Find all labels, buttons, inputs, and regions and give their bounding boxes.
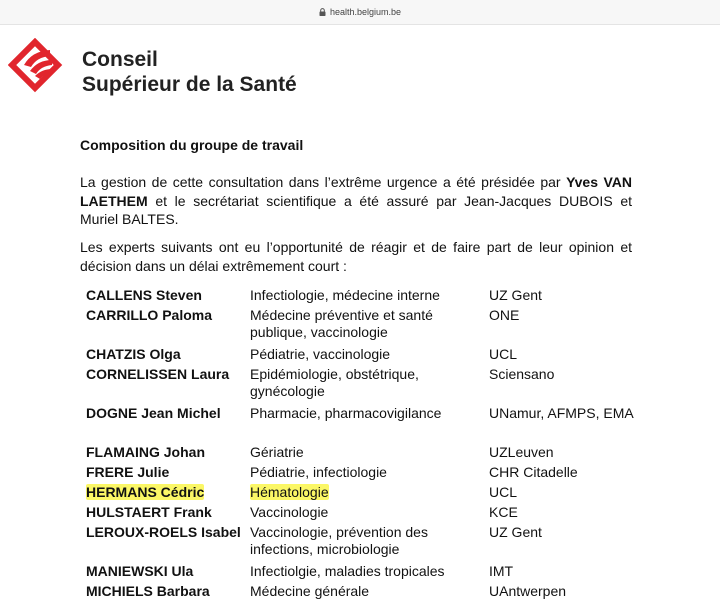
expert-institution-cell bbox=[489, 444, 686, 464]
expert-specialty-cell bbox=[250, 504, 489, 524]
expert-specialty-cell bbox=[250, 346, 489, 366]
expert-specialty: Médecine préventive et santé publique, vaccinologie bbox=[250, 307, 433, 340]
expert-name: LEROUX-ROELS Isabel bbox=[86, 524, 241, 540]
expert-institution: UZ Gent bbox=[489, 287, 542, 303]
intro-text-part1: La gestion de cette consultation dans l’extrême urgence a été présidée par bbox=[80, 174, 567, 190]
experts-table bbox=[86, 287, 686, 603]
expert-name: CORNELISSEN Laura bbox=[86, 366, 230, 382]
expert-institution-cell bbox=[489, 366, 686, 405]
expert-specialty-cell bbox=[250, 307, 489, 346]
expert-specialty: Epidémiologie, obstétrique, gynécologie bbox=[250, 366, 419, 399]
expert-specialty: Pédiatrie, infectiologie bbox=[250, 464, 387, 480]
section-title: Composition du groupe de travail bbox=[80, 137, 304, 153]
expert-specialty: Vaccinologie bbox=[250, 504, 329, 520]
expert-institution-cell bbox=[489, 346, 686, 366]
expert-institution-cell bbox=[489, 307, 686, 346]
expert-name-cell bbox=[86, 287, 250, 307]
expert-institution: UZLeuven bbox=[489, 444, 554, 460]
expert-specialty-cell bbox=[250, 563, 489, 583]
lock-icon bbox=[319, 8, 326, 16]
expert-institution-cell bbox=[489, 405, 686, 444]
org-name-line1: Conseil bbox=[82, 48, 158, 71]
expert-name-cell bbox=[86, 563, 250, 583]
expert-name: CALLENS Steven bbox=[86, 287, 202, 303]
expert-institution: UAntwerpen bbox=[489, 583, 567, 599]
experts-intro-paragraph: Les experts suivants ont eu l’opportunité de réagir et de faire part de leur opinion et décision dans un délai extrêmement court : bbox=[80, 239, 632, 274]
org-name bbox=[82, 47, 297, 97]
expert-institution-cell bbox=[489, 484, 686, 504]
expert-institution-cell bbox=[489, 563, 686, 583]
expert-name: FRERE Julie bbox=[86, 464, 170, 480]
expert-name: FLAMAING Johan bbox=[86, 444, 205, 460]
expert-specialty: Infectiologie, médecine interne bbox=[250, 287, 440, 303]
expert-name: HULSTAERT Frank bbox=[86, 504, 212, 520]
table-row bbox=[86, 444, 686, 464]
expert-institution: UCL bbox=[489, 346, 518, 362]
expert-specialty-cell bbox=[250, 524, 489, 563]
expert-institution: ONE bbox=[489, 307, 520, 323]
expert-institution-cell bbox=[489, 524, 686, 563]
expert-name-cell bbox=[86, 524, 250, 563]
expert-specialty-cell bbox=[250, 464, 489, 484]
expert-name-cell bbox=[86, 346, 250, 366]
expert-name: HERMANS Cédric bbox=[86, 484, 205, 500]
expert-institution: UNamur, AFMPS, EMA bbox=[489, 405, 634, 421]
table-row bbox=[86, 583, 686, 603]
expert-institution-cell bbox=[489, 583, 686, 603]
table-row bbox=[86, 563, 686, 583]
expert-specialty-cell bbox=[250, 484, 489, 504]
table-row bbox=[86, 405, 686, 444]
expert-institution: UZ Gent bbox=[489, 524, 542, 540]
expert-specialty: Infectiolgie, maladies tropicales bbox=[250, 563, 445, 579]
expert-institution: UCL bbox=[489, 484, 518, 500]
expert-specialty: Pédiatrie, vaccinologie bbox=[250, 346, 391, 362]
browser-url-bar[interactable] bbox=[0, 0, 720, 25]
expert-institution-cell bbox=[489, 287, 686, 307]
expert-specialty-cell bbox=[250, 287, 489, 307]
intro-paragraph bbox=[80, 173, 632, 229]
table-row bbox=[86, 464, 686, 484]
expert-specialty: Pharmacie, pharmacovigilance bbox=[250, 405, 442, 421]
expert-specialty-cell bbox=[250, 405, 489, 444]
css-logo bbox=[8, 38, 64, 94]
expert-specialty: Vaccinologie, prévention des infections, microbiologie bbox=[250, 524, 428, 557]
chair-name: Yves VAN LAETHEM bbox=[80, 174, 632, 209]
expert-name: CARRILLO Paloma bbox=[86, 307, 213, 323]
expert-name-cell bbox=[86, 583, 250, 603]
expert-institution: KCE bbox=[489, 504, 518, 520]
expert-specialty-cell bbox=[250, 583, 489, 603]
table-row bbox=[86, 524, 686, 563]
expert-name: MICHIELS Barbara bbox=[86, 583, 210, 599]
url-text: health.belgium.be bbox=[329, 7, 402, 17]
table-row bbox=[86, 307, 686, 346]
expert-name-cell bbox=[86, 464, 250, 484]
expert-institution-cell bbox=[489, 504, 686, 524]
expert-institution: CHR Citadelle bbox=[489, 464, 578, 480]
expert-name: MANIEWSKI Ula bbox=[86, 563, 194, 579]
expert-institution: Sciensano bbox=[489, 366, 555, 382]
expert-name-cell bbox=[86, 366, 250, 405]
expert-specialty: Médecine générale bbox=[250, 583, 370, 599]
expert-name-cell bbox=[86, 307, 250, 346]
expert-specialty-cell bbox=[250, 366, 489, 405]
table-row bbox=[86, 366, 686, 405]
expert-institution: IMT bbox=[489, 563, 514, 579]
table-row bbox=[86, 504, 686, 524]
table-row bbox=[86, 346, 686, 366]
expert-name-cell bbox=[86, 405, 250, 444]
org-name-line2: Supérieur de la Santé bbox=[82, 73, 297, 96]
expert-name-cell bbox=[86, 504, 250, 524]
table-row bbox=[86, 287, 686, 307]
expert-institution-cell bbox=[489, 464, 686, 484]
expert-specialty: Hématologie bbox=[250, 484, 329, 500]
table-row bbox=[86, 484, 686, 504]
intro-text-part2: et le secrétariat scientifique a été assuré par Jean-Jacques DUBOIS et Muriel BALTES. bbox=[80, 192, 632, 227]
expert-name-cell bbox=[86, 484, 250, 504]
expert-name-cell bbox=[86, 444, 250, 464]
expert-specialty-cell bbox=[250, 444, 489, 464]
expert-specialty: Gériatrie bbox=[250, 444, 304, 460]
expert-name: CHATZIS Olga bbox=[86, 346, 181, 362]
expert-name: DOGNE Jean Michel bbox=[86, 405, 221, 421]
